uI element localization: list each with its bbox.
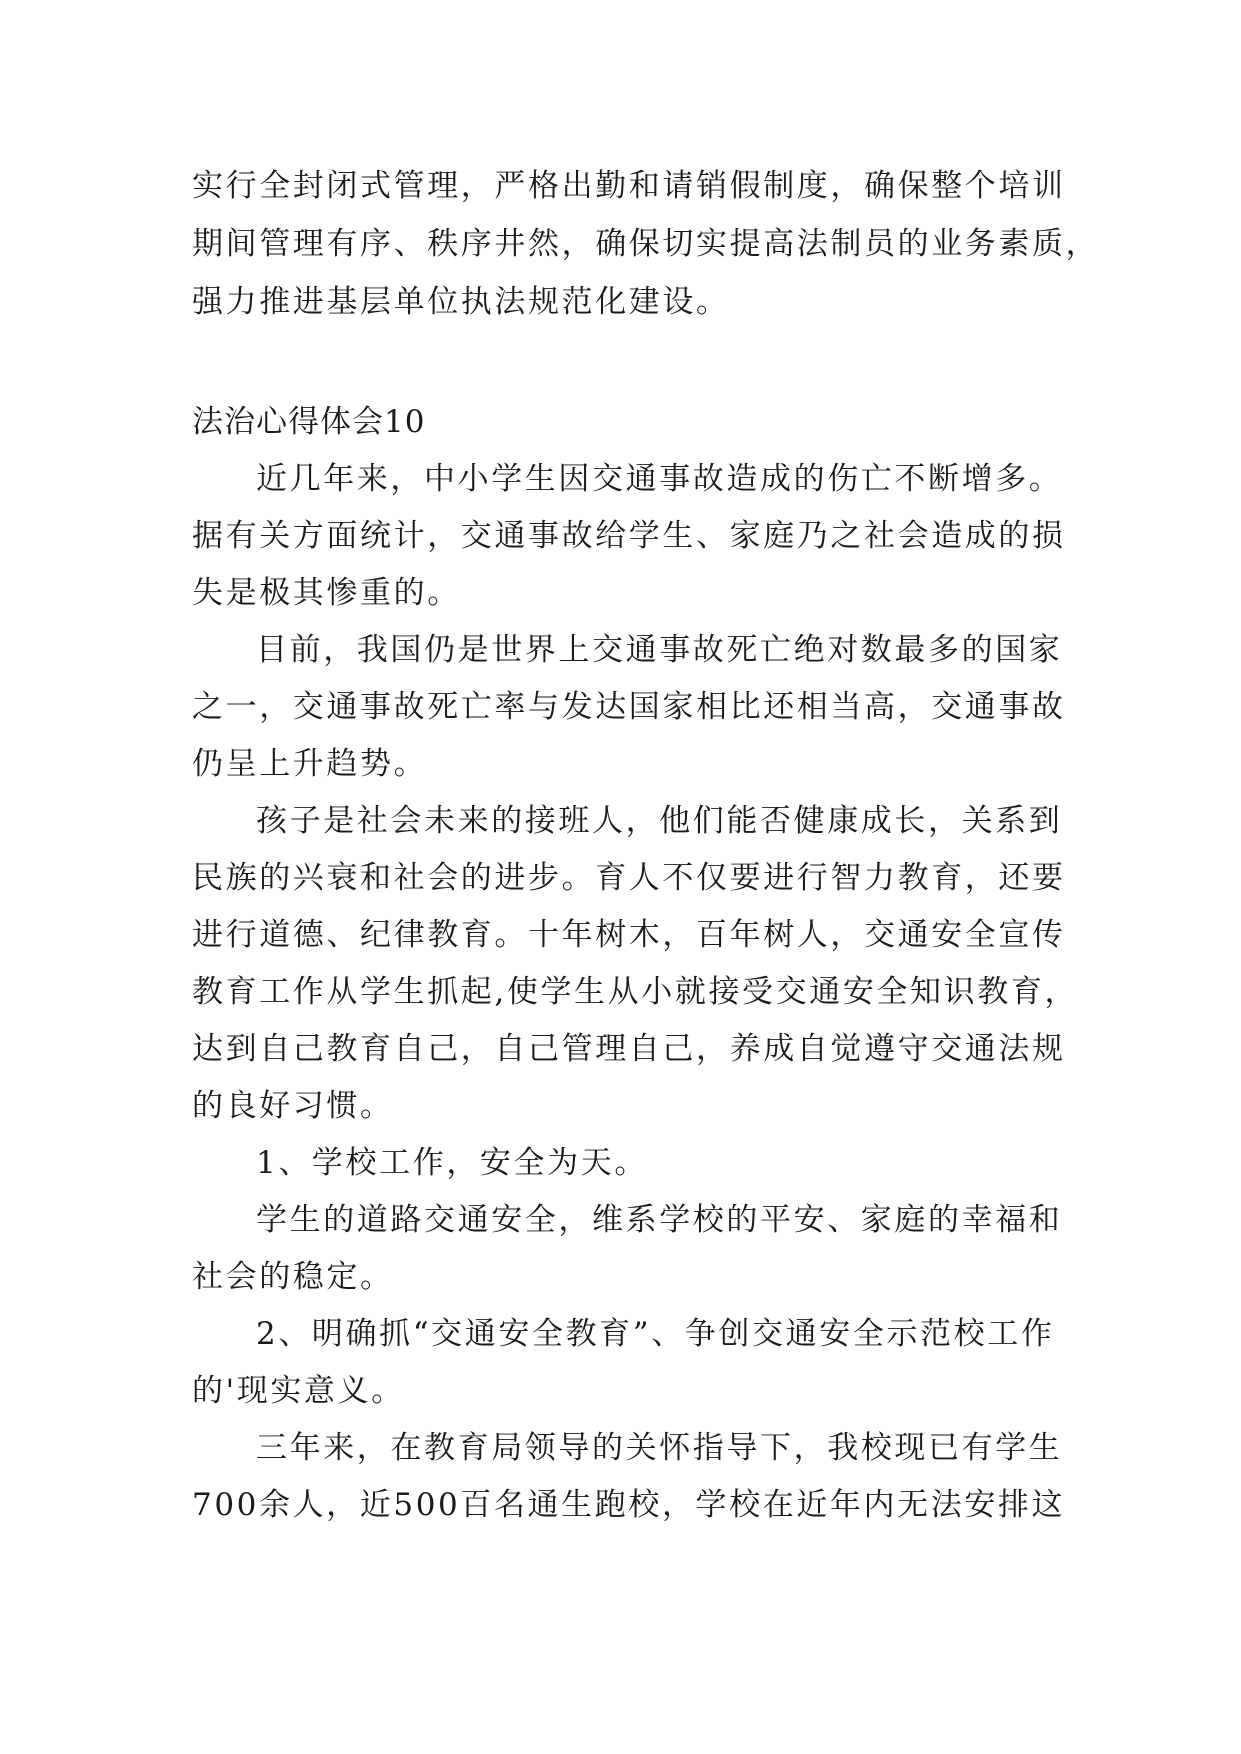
text-line: 失是极其惨重的。 [192,575,461,611]
numbered-item: 1、学校工作，安全为天。 [256,1145,648,1181]
text-line: 社会的稳定。 [192,1259,394,1295]
paragraph-line: 近几年来，中小学生因交通事故造成的伤亡不断增多。 [256,461,1063,497]
text-line: 实行全封闭式管理，严格出勤和请销假制度，确保整个培训 [192,168,1066,204]
text-line: 据有关方面统计，交通事故给学生、家庭乃之社会造成的损 [192,518,1066,554]
text-line: 的良好习惯。 [192,1088,394,1124]
text-line: 达到自己教育自己，自己管理自己，养成自觉遵守交通法规 [192,1031,1066,1067]
paragraph-line: 孩子是社会未来的接班人，他们能否健康成长，关系到 [256,803,1063,839]
text-line: 教育工作从学生抓起,使学生从小就接受交通安全知识教育， [192,974,1079,1010]
paragraph-line: 学生的道路交通安全，维系学校的平安、家庭的幸福和 [256,1202,1063,1238]
numbered-item: 2、明确抓“交通安全教育”、争创交通安全示范校工作 [256,1316,1055,1352]
text-line: 的'现实意义。 [192,1373,405,1409]
text-line: 仍呈上升趋势。 [192,746,428,782]
text-line: 700余人，近500百名通生跑校，学校在近年内无法安排这 [192,1487,1066,1523]
paragraph-line: 三年来，在教育局领导的关怀指导下，我校现已有学生 [256,1430,1063,1466]
text-line: 民族的兴衰和社会的进步。育人不仅要进行智力教育，还要 [192,860,1066,896]
text-line: 期间管理有序、秩序井然，确保切实提高法制员的业务素质， [192,226,1100,262]
paragraph-line: 目前，我国仍是世界上交通事故死亡绝对数最多的国家 [256,632,1063,668]
text-line: 强力推进基层单位执法规范化建设。 [192,284,730,320]
text-line: 进行道德、纪律教育。十年树木，百年树人，交通安全宣传 [192,917,1066,953]
text-line: 之一，交通事故死亡率与发达国家相比还相当高，交通事故 [192,689,1066,725]
section-heading: 法治心得体会10 [192,404,426,440]
